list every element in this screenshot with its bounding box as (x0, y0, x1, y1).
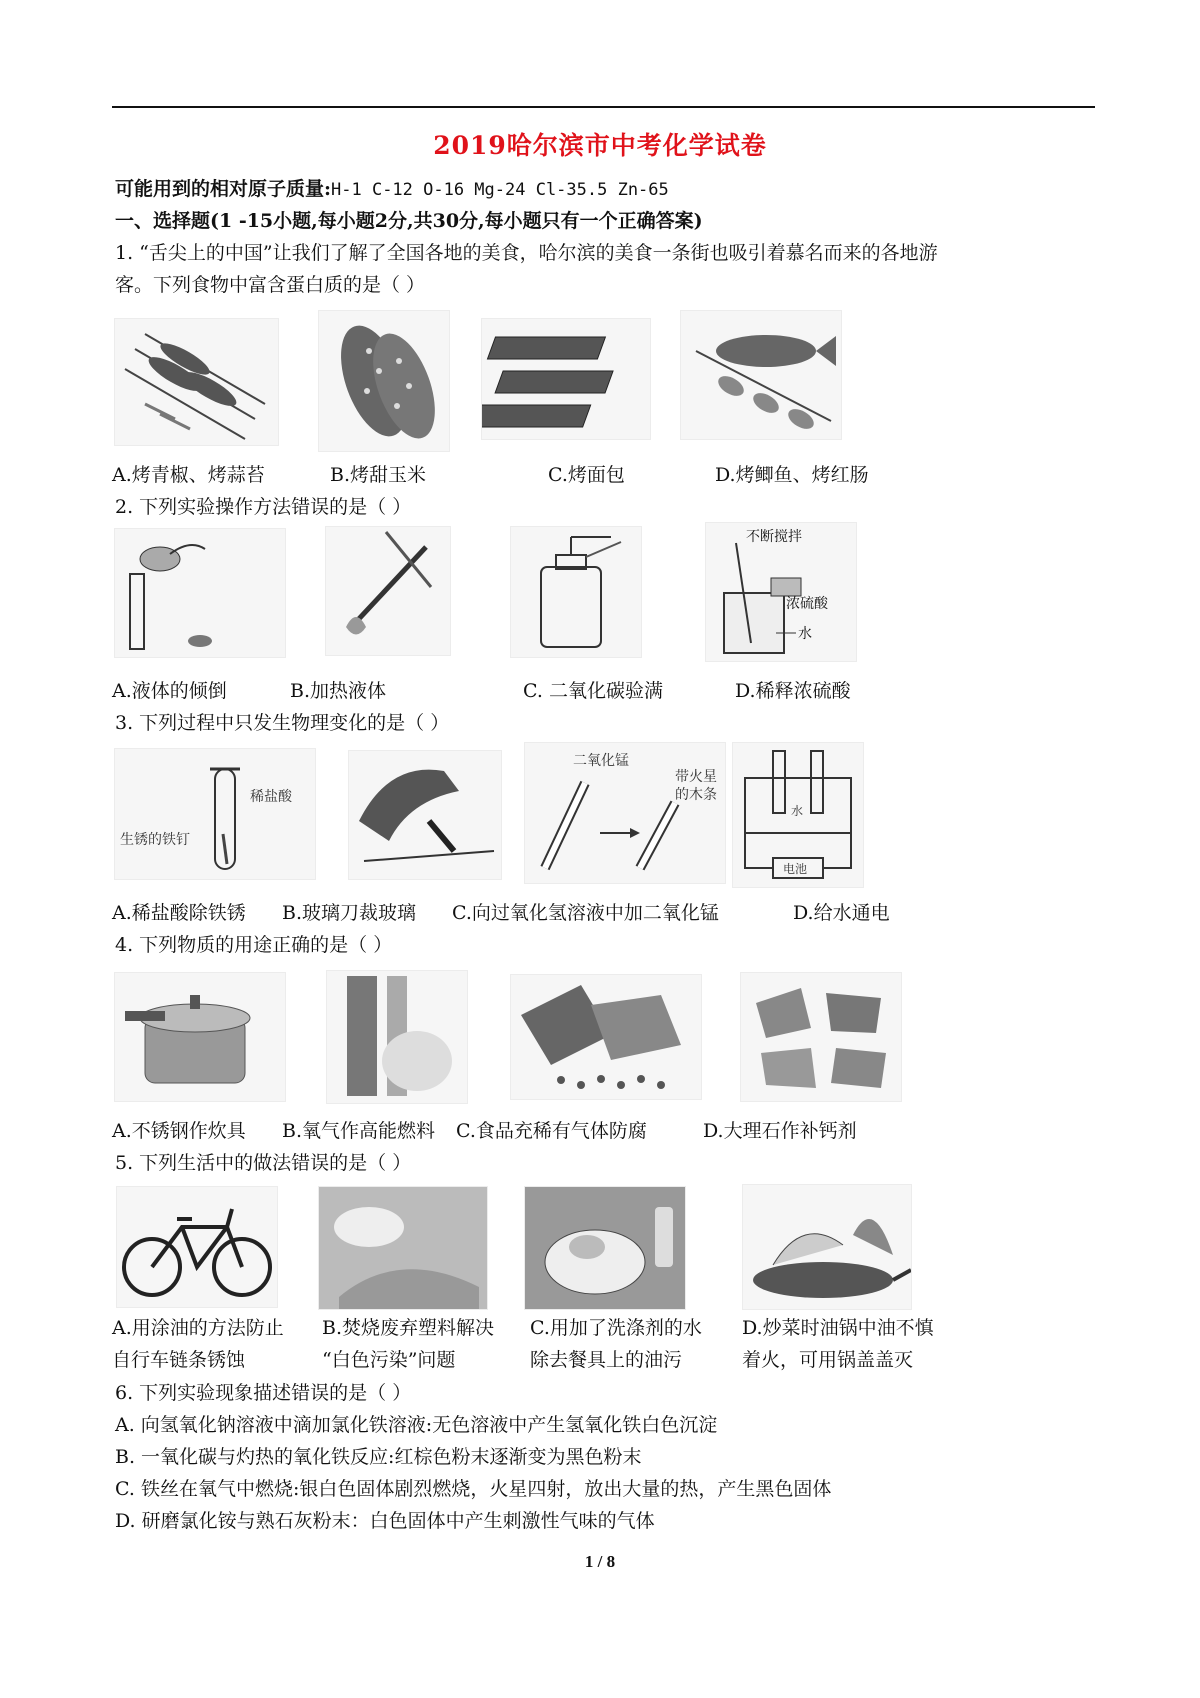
q3-option-d[interactable]: D.给水通电 (793, 902, 890, 924)
q4-image-a-pressure-cooker (114, 972, 286, 1102)
q6-option-d[interactable]: D. 研磨氯化铵与熟石灰粉末：白色固体中产生刺激性气味的气体 (115, 1510, 655, 1532)
q5-option-a-line2: 自行车链条锈蚀 (112, 1349, 246, 1371)
q2-image-d-dilute-acid (705, 522, 857, 662)
q2-label-water: 水 (798, 626, 812, 642)
q1-option-a[interactable]: A.烤青椒、烤蒜苔 (112, 464, 265, 486)
q6-option-a[interactable]: A. 向氢氧化钠溶液中滴加氯化铁溶液:无色溶液中产生氢氧化铁白色沉淀 (115, 1414, 718, 1436)
q6-stem: 6. 下列实验现象描述错误的是（ ） (115, 1382, 412, 1404)
q5-option-c-line2: 除去餐具上的油污 (530, 1349, 683, 1371)
q2-label-stir: 不断搅拌 (746, 529, 802, 545)
q1-option-d[interactable]: D.烤鲫鱼、烤红肠 (715, 464, 869, 486)
q3-label-splint2: 的木条 (675, 787, 717, 803)
q1-image-c-bread (481, 318, 651, 440)
q5-option-d-line1: D.炒菜时油锅中油不慎 (742, 1317, 934, 1339)
q5-option-d-line2: 着火，可用锅盖盖灭 (742, 1349, 914, 1371)
q1-stem-line2: 客。下列食物中富含蛋白质的是（ ） (115, 274, 426, 296)
q5-option-a[interactable] (112, 1312, 284, 1376)
q3-image-b-glass-cutter (348, 750, 502, 880)
q2-option-b[interactable]: B.加热液体 (290, 680, 387, 702)
q3-stem: 3. 下列过程中只发生物理变化的是（ ） (115, 712, 450, 734)
q1-option-b[interactable]: B.烤甜玉米 (330, 464, 427, 486)
q5-option-c[interactable] (530, 1312, 702, 1376)
q3-image-d-electrolysis (732, 742, 864, 888)
q5-option-d[interactable] (742, 1312, 934, 1376)
q5-option-b[interactable] (322, 1312, 494, 1376)
atomic-mass-values: H-1 C-12 O-16 Mg-24 Cl-35.5 Zn-65 (331, 180, 669, 200)
atomic-mass-label: 可能用到的相对原子质量: (115, 178, 332, 200)
q3-label-splint1: 带火星 (675, 769, 717, 785)
q3-image-a-rust-removal (114, 748, 316, 880)
atomic-mass-line (115, 174, 669, 201)
q3-label-hcl: 稀盐酸 (250, 789, 292, 805)
q3-label-nail: 生锈的铁钉 (120, 832, 190, 848)
q5-option-b-line1: B.焚烧废弃塑料解决 (322, 1317, 495, 1339)
q2-image-c-co2-full (510, 526, 642, 658)
q5-option-c-line1: C.用加了洗涤剂的水 (530, 1317, 702, 1339)
q3-option-c[interactable]: C.向过氧化氢溶液中加二氧化锰 (452, 902, 719, 924)
q1-image-b-corn (318, 310, 450, 452)
q2-label-acid: 浓硫酸 (786, 596, 828, 612)
q3-image-c-mno2 (524, 742, 726, 884)
q4-image-d-marble (740, 972, 902, 1102)
q5-image-b-burning-plastic (318, 1186, 488, 1310)
q3-label-mno2: 二氧化锰 (573, 753, 629, 769)
q4-image-c-packaged-food (510, 974, 702, 1100)
q4-option-a[interactable]: A.不锈钢作炊具 (112, 1120, 246, 1142)
q6-option-b[interactable]: B. 一氧化碳与灼热的氧化铁反应:红棕色粉末逐渐变为黑色粉末 (115, 1446, 642, 1468)
q5-option-a-line1: A.用涂油的方法防止 (112, 1317, 284, 1339)
q4-option-d[interactable]: D.大理石作补钙剂 (703, 1120, 857, 1142)
q3-label-battery: 电池 (783, 862, 808, 876)
q2-image-a-pouring-liquid (114, 528, 286, 658)
q1-option-c[interactable]: C.烤面包 (548, 464, 625, 486)
q1-stem-line1: 1. “舌尖上的中国”让我们了解了全国各地的美食，哈尔滨的美食一条街也吸引着慕名而来的各地游 (115, 242, 938, 264)
q4-stem: 4. 下列物质的用途正确的是（ ） (115, 934, 393, 956)
q3-option-a[interactable]: A.稀盐酸除铁锈 (112, 902, 246, 924)
q3-option-b[interactable]: B.玻璃刀裁玻璃 (282, 902, 417, 924)
q5-stem: 5. 下列生活中的做法错误的是（ ） (115, 1152, 412, 1174)
q3-label-water: 水 (791, 804, 804, 818)
q1-image-d-fish-sausage (680, 310, 842, 440)
q2-stem: 2. 下列实验操作方法错误的是（ ） (115, 496, 412, 518)
q2-option-d[interactable]: D.稀释浓硫酸 (735, 680, 851, 702)
q4-image-b-oxygen (326, 970, 468, 1104)
header-rule (112, 106, 1095, 108)
q5-image-a-bicycle (116, 1186, 278, 1308)
q4-option-b[interactable]: B.氧气作高能燃料 (282, 1120, 436, 1142)
q5-option-b-line2: “白色污染”问题 (322, 1349, 456, 1371)
q6-option-c[interactable]: C. 铁丝在氧气中燃烧:银白色固体剧烈燃烧，火星四射，放出大量的热，产生黑色固体 (115, 1478, 832, 1500)
q2-option-c[interactable]: C. 二氧化碳验满 (523, 680, 663, 702)
q5-image-d-wok-lid (742, 1184, 912, 1310)
q2-option-a[interactable]: A.液体的倾倒 (112, 680, 227, 702)
page-number: 1 / 8 (584, 1552, 616, 1571)
q2-image-b-heating-liquid (325, 526, 451, 656)
section-heading: 一、选择题(1 -15小题,每小题2分,共30分,每小题只有一个正确答案) (115, 210, 703, 232)
q1-image-a-grilled-peppers (114, 318, 279, 446)
q5-image-c-washing-dishes (524, 1186, 686, 1310)
page-title: 2019哈尔滨市中考化学试卷 (433, 131, 767, 160)
q4-option-c[interactable]: C.食品充稀有气体防腐 (456, 1120, 647, 1142)
